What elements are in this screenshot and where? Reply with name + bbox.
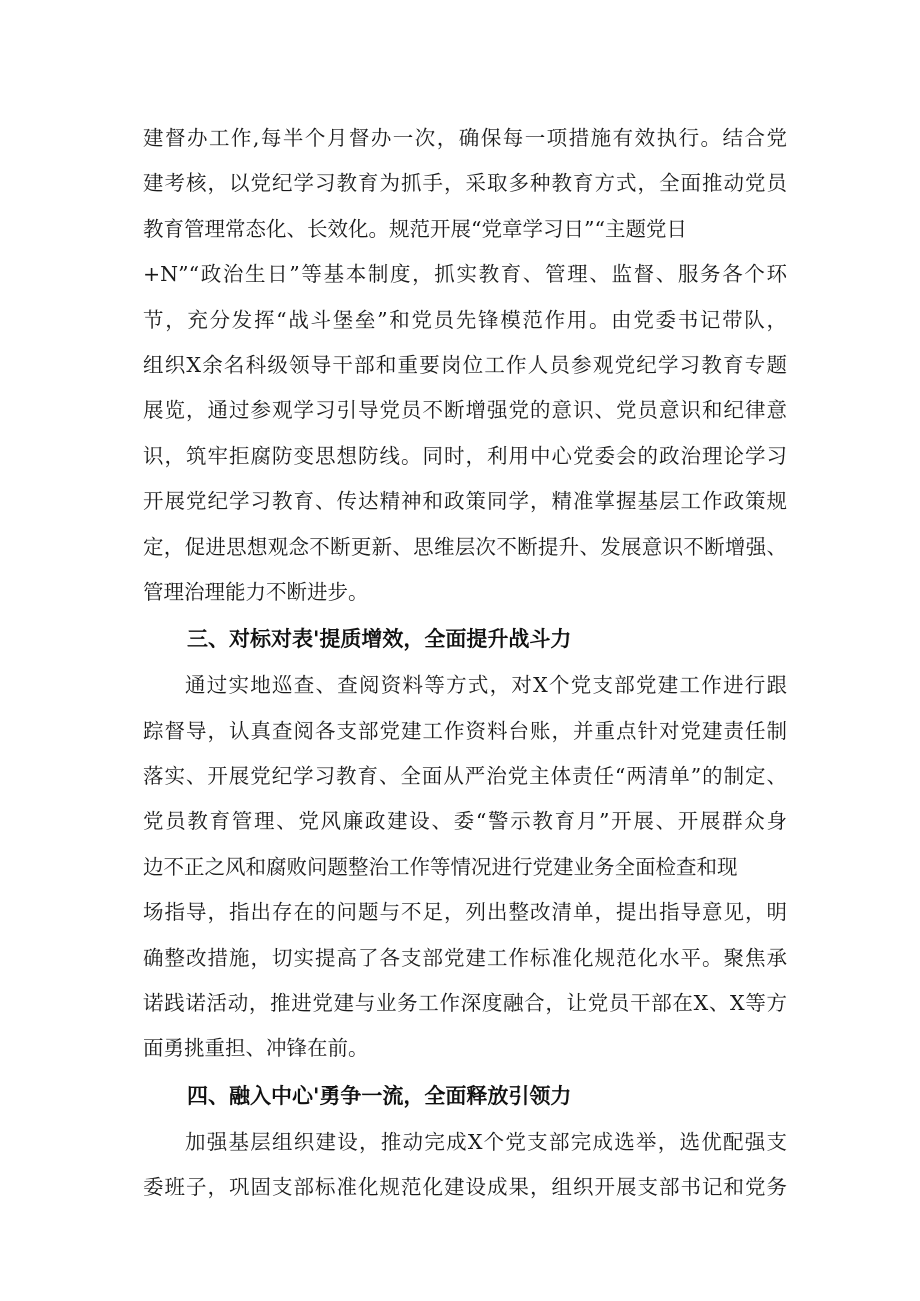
paragraph-line: 确整改措施，切实提高了各支部党建工作标准化规范化水平。聚焦承: [143, 945, 787, 970]
paragraph-line: 场指导，指出存在的问题与不足，列出整改清单，提出指导意见，明: [143, 900, 787, 925]
paragraph-line: 通过实地巡查、查阅资料等方式，对X个党支部党建工作进行跟: [185, 673, 787, 698]
paragraph-line: 建考核，以党纪学习教育为抓手，采取多种教育方式，全面推动党员: [143, 171, 787, 196]
paragraph-line: 党员教育管理、党风廉政建设、委“警示教育月”开展、开展群众身: [143, 809, 787, 834]
paragraph-line: 落实、开展党纪学习教育、全面从严治党主体责任“两清单”的制定、: [143, 764, 787, 789]
document-body: [143, 116, 787, 1211]
section-heading-4: 四、融入中心'勇争一流，全面释放引领力: [187, 1083, 572, 1108]
paragraph-line: 组织X余名科级领导干部和重要岗位工作人员参观党纪学习教育专题: [143, 352, 787, 377]
section-heading-3: 三、对标对表'提质增效，全面提升战斗力: [187, 627, 572, 652]
paragraph-line: 识，筑牢拒腐防变思想防线。同时，利用中心党委会的政治理论学习: [143, 443, 787, 468]
paragraph-line: 边不正之风和腐败问题整治工作等情况进行党建业务全面检查和现: [143, 854, 738, 879]
paragraph-line: 踪督导，认真查阅各支部党建工作资料台账，并重点针对党建责任制: [143, 718, 787, 743]
paragraph-line: 加强基层组织建设，推动完成X个党支部完成选举，选优配强支: [185, 1129, 787, 1154]
paragraph-line: 委班子，巩固支部标准化规范化建设成果，组织开展支部书记和党务: [143, 1175, 787, 1200]
paragraph-line: +N”“政治生日”等基本制度，抓实教育、管理、监督、服务各个环: [143, 262, 787, 287]
paragraph-line: 建督办工作,每半个月督办一次，确保每一项措施有效执行。结合党: [143, 126, 787, 150]
paragraph-line: 定，促进思想观念不断更新、思维层次不断提升、发展意识不断增强、: [143, 534, 787, 559]
paragraph-3: [143, 1120, 787, 1211]
paragraph-line: 面勇挑重担、冲锋在前。: [143, 1036, 369, 1061]
paragraph-line: 教育管理常态化、长效化。规范开展“党章学习日”“主题党日: [143, 216, 687, 241]
paragraph-line: 诺践诺活动，推进党建与业务工作深度融合，让党员干部在X、X等方: [143, 991, 787, 1016]
paragraph-1: [143, 116, 787, 615]
paragraph-line: 开展党纪学习教育、传达精神和政策同学，精准掌握基层工作政策规: [143, 489, 787, 514]
paragraph-line: 节，充分发挥“战斗堡垒”和党员先锋模范作用。由党委书记带队，: [143, 307, 787, 332]
paragraph-line: 管理治理能力不断进步。: [143, 579, 369, 604]
paragraph-line: 展览，通过参观学习引导党员不断增强党的意识、党员意识和纪律意: [143, 398, 787, 423]
paragraph-2: [143, 663, 787, 1072]
